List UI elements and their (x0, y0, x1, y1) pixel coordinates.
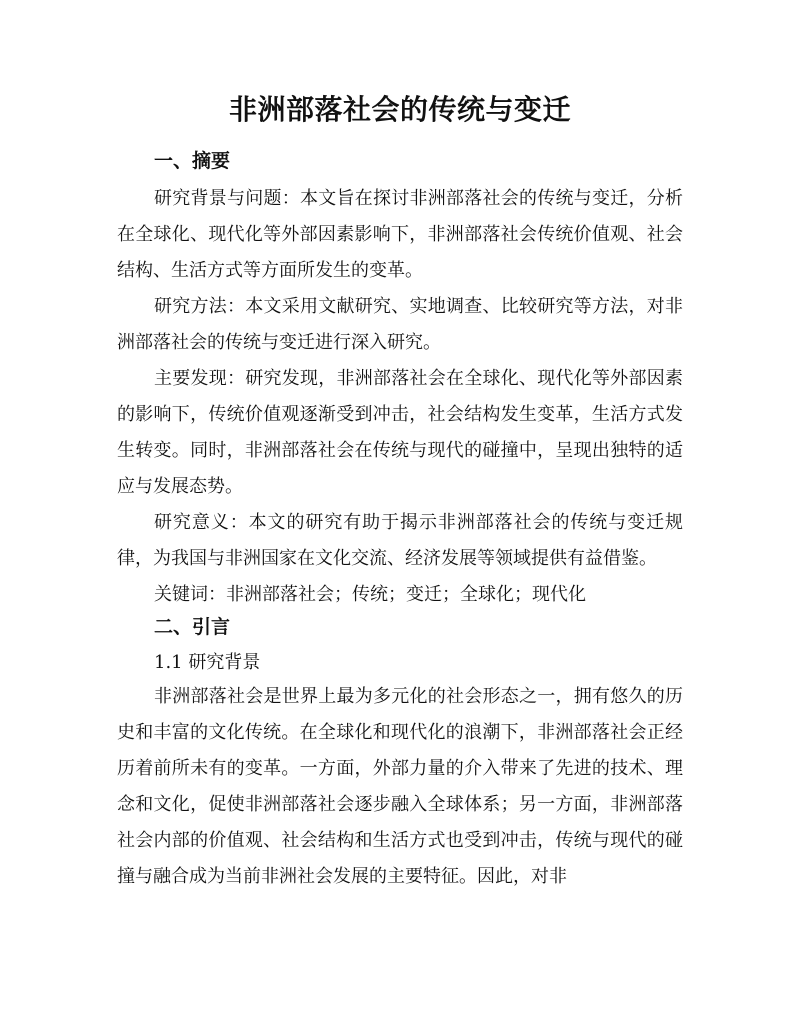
abstract-significance-paragraph: 研究意义：本文的研究有助于揭示非洲部落社会的传统与变迁规律，为我国与非洲国家在文化交流、经济发展等领域提供有益借鉴。 (117, 512, 683, 569)
research-background-subheading: 1.1 研究背景 (154, 652, 261, 673)
abstract-background-paragraph: 研究背景与问题：本文旨在探讨非洲部落社会的传统与变迁，分析在全球化、现代化等外部因素影响下，非洲部落社会传统价值观、社会结构、生活方式等方面所发生的变革。 (117, 188, 683, 281)
keywords-paragraph: 关键词：非洲部落社会；传统；变迁；全球化；现代化 (154, 584, 586, 605)
abstract-heading: 一、摘要 (154, 150, 231, 172)
introduction-heading: 二、引言 (154, 616, 231, 638)
introduction-body-paragraph: 非洲部落社会是世界上最为多元化的社会形态之一，拥有悠久的历史和丰富的文化传统。在全球化和现代化的浪潮下，非洲部落社会正经历着前所未有的变革。一方面，外部力量的介入带来了先进的技术、理念和文化，促使非洲部落社会逐步融入全球体系；另一方面，非洲部落社会内部的价值观、社会结构和生活方式也受到冲击，传统与现代的碰撞与融合成为当前非洲社会发展的主要特征。因此，对非 (117, 686, 683, 887)
document-title: 非洲部落社会的传统与变迁 (228, 93, 571, 126)
abstract-findings-paragraph: 主要发现：研究发现，非洲部落社会在全球化、现代化等外部因素的影响下，传统价值观逐渐受到冲击，社会结构发生变革，生活方式发生转变。同时，非洲部落社会在传统与现代的碰撞中，呈现出独特的适应与发展态势。 (117, 368, 683, 497)
abstract-methods-paragraph: 研究方法：本文采用文献研究、实地调查、比较研究等方法，对非洲部落社会的传统与变迁进行深入研究。 (117, 296, 683, 353)
